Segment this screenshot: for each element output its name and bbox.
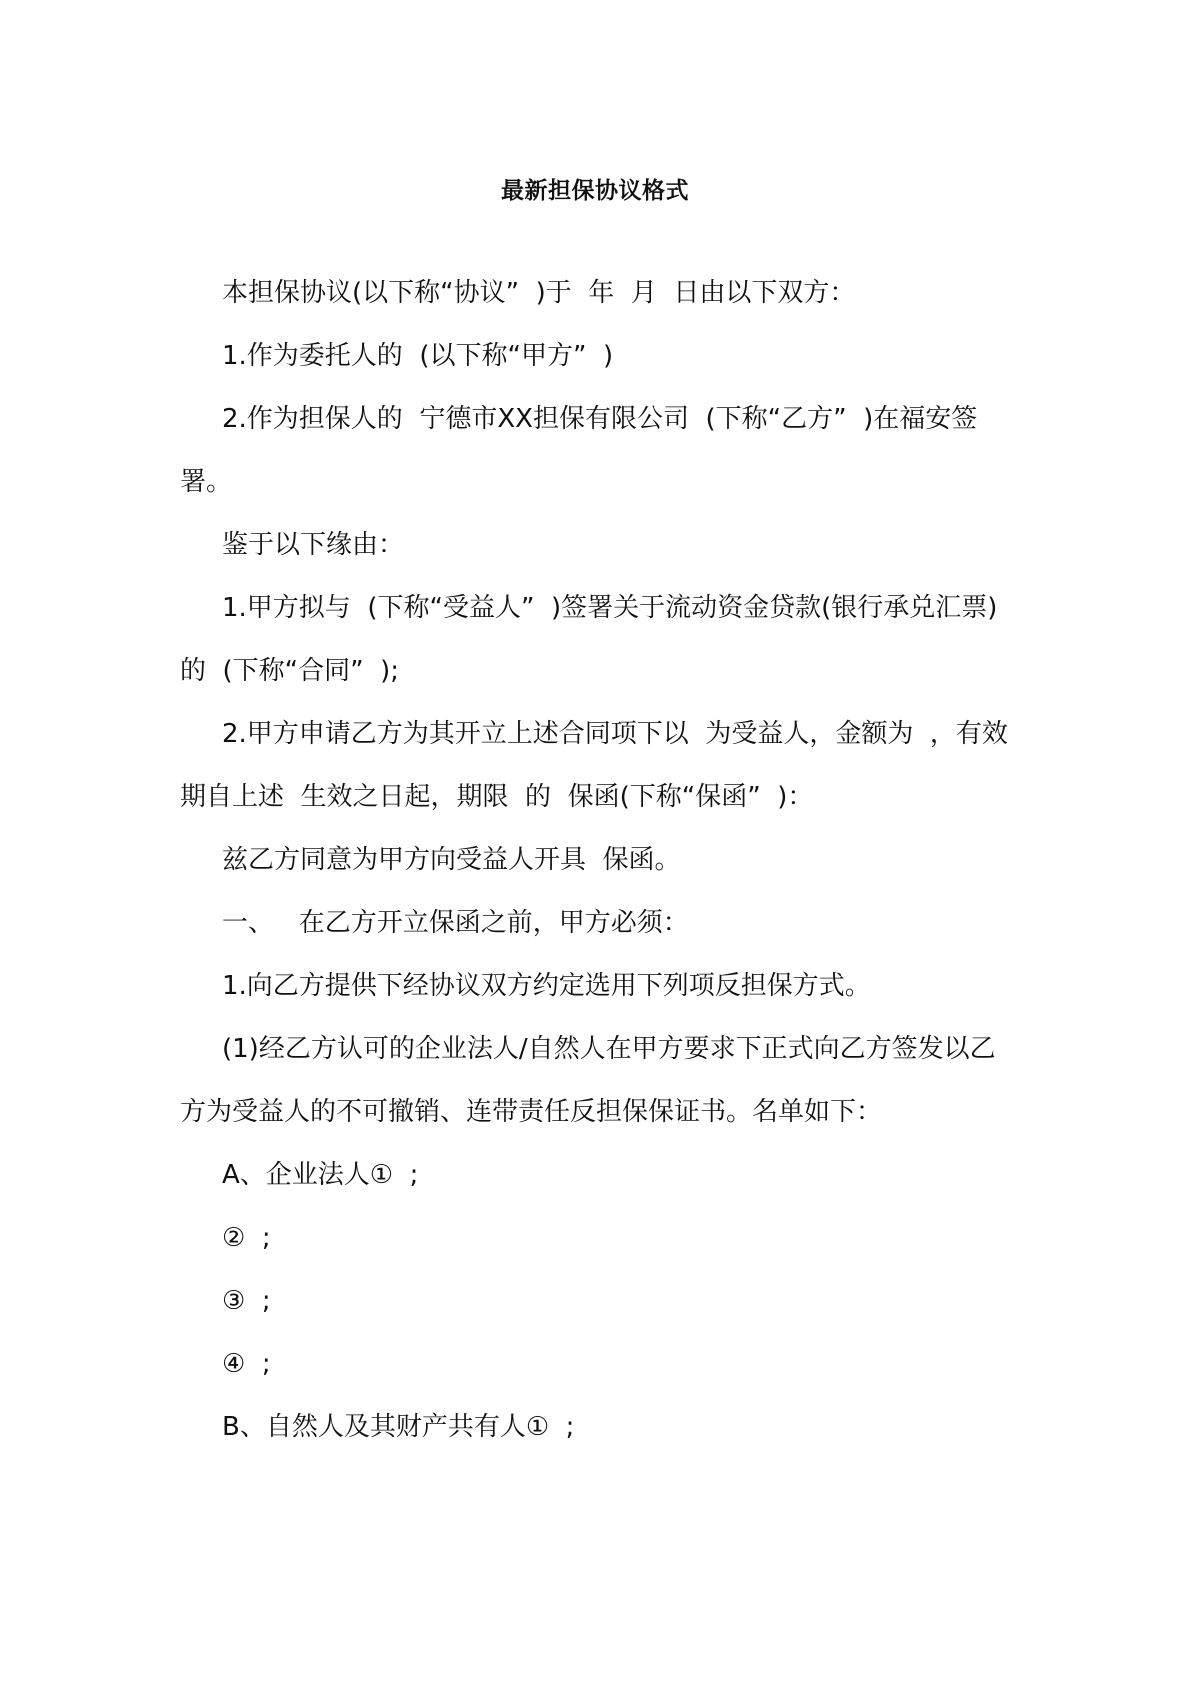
document-title: 最新担保协议格式 — [501, 178, 689, 204]
paragraph-party-a: 1.作为委托人的 (以下称“甲方” ) — [222, 341, 614, 371]
list-item-a: A、企业法人① ; — [222, 1160, 419, 1190]
paragraph-party-b: 2.作为担保人的 宁德市XX担保有限公司 (下称“乙方” )在福安签署。 — [180, 404, 978, 497]
document-body — [180, 262, 1010, 1459]
paragraph-intro: 本担保协议(以下称“协议” )于 年 月 日由以下双方： — [222, 278, 856, 308]
paragraph-agreement: 兹乙方同意为甲方向受益人开具 保函。 — [222, 845, 681, 875]
paragraph-item-1-1: (1)经乙方认可的企业法人/自然人在甲方要求下正式向乙方签发以乙方为受益人的不可撤销、连带责任反担保保证书。名单如下： — [180, 1034, 996, 1127]
list-item-b: B、自然人及其财产共有人① ; — [222, 1412, 575, 1442]
paragraph-whereas-2: 2.甲方申请乙方为其开立上述合同项下以 为受益人，金额为 ，有效期自上述 生效之日起，期限 的 保函(下称“保函” )： — [180, 719, 1008, 812]
list-item-a-3: ③ ; — [222, 1286, 271, 1316]
list-item-a-2: ② ; — [222, 1223, 271, 1253]
paragraph-whereas: 鉴于以下缘由： — [222, 530, 405, 560]
paragraph-item-1: 1.向乙方提供下经协议双方约定选用下列项反担保方式。 — [222, 971, 871, 1001]
section-heading-1: 一、 在乙方开立保函之前，甲方必须： — [222, 908, 689, 938]
paragraph-whereas-1: 1.甲方拟与 (下称“受益人” )签署关于流动资金贷款(银行承兑汇票)的 (下称“合同” ); — [180, 593, 998, 686]
list-item-a-4: ④ ; — [222, 1349, 271, 1379]
